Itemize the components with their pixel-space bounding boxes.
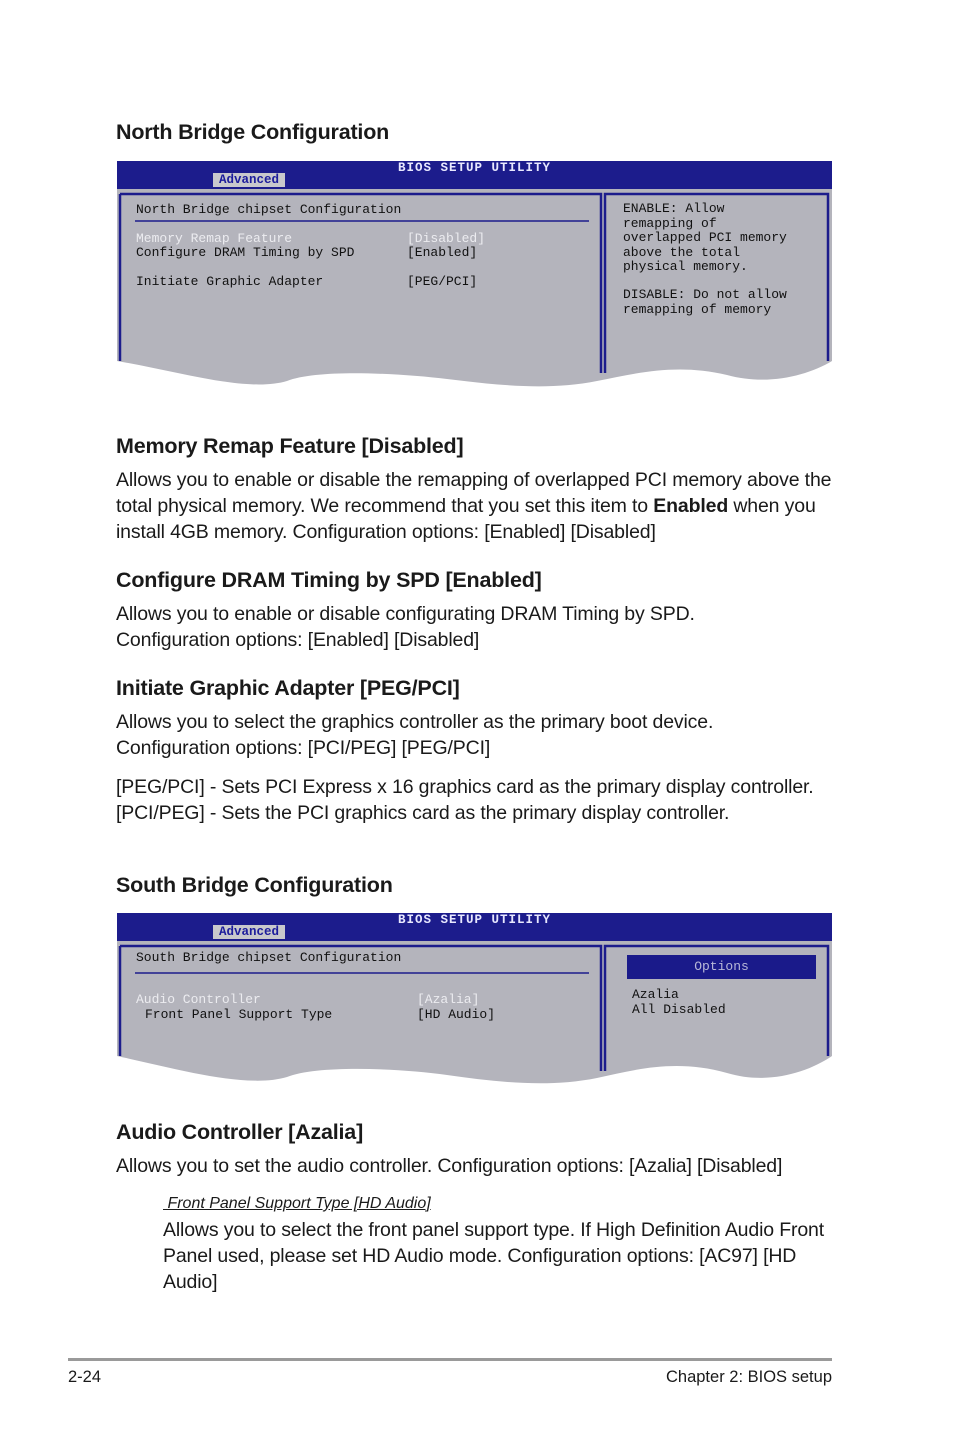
option-all-disabled[interactable]: All Disabled xyxy=(632,1001,726,1017)
memory-remap-text-a: Allows you to enable or disable the remapping of overlapped PCI memory above the total physical memory. We recommend that you set this item to xyxy=(116,469,832,517)
bios-item-front-panel-value[interactable]: [HD Audio] xyxy=(417,1007,496,1022)
help-line: remapping of xyxy=(623,215,717,231)
bios-item-audio-controller-value[interactable]: [Azalia] xyxy=(417,992,480,1007)
bios-section-title: South Bridge chipset Configuration xyxy=(136,950,402,965)
bios-item-front-panel-label[interactable]: Front Panel Support Type xyxy=(145,1007,333,1022)
bios-item-graphic-adapter-label[interactable]: Initiate Graphic Adapter xyxy=(136,274,324,289)
bios-item-memory-remap-value[interactable]: [Disabled] xyxy=(407,231,486,246)
options-header: Options xyxy=(627,955,816,979)
north-bridge-heading: North Bridge Configuration xyxy=(116,120,390,144)
tab-advanced[interactable]: Advanced xyxy=(213,173,285,187)
south-bios-screen xyxy=(117,913,832,1088)
graphic-adapter-note-2: [PCI/PEG] - Sets the PCI graphics card as the primary display controller. xyxy=(116,802,730,824)
bios-item-graphic-adapter-value[interactable]: [PEG/PCI] xyxy=(407,274,478,289)
help-line: remapping of memory xyxy=(623,301,772,317)
help-line: above the total xyxy=(623,244,741,260)
help-line: physical memory. xyxy=(623,259,748,274)
bios-title: BIOS SETUP UTILITY xyxy=(397,913,552,927)
memory-remap-heading: Memory Remap Feature [Disabled] xyxy=(116,434,464,458)
bios-title: BIOS SETUP UTILITY xyxy=(397,161,552,175)
bios-item-audio-controller-label[interactable]: Audio Controller xyxy=(136,992,261,1007)
audio-controller-heading: Audio Controller [Azalia] xyxy=(116,1120,364,1144)
bios-item-memory-remap-label[interactable]: Memory Remap Feature xyxy=(136,231,293,246)
dram-timing-heading: Configure DRAM Timing by SPD [Enabled] xyxy=(116,568,542,592)
option-azalia[interactable]: Azalia xyxy=(632,987,679,1002)
page-number: 2-24 xyxy=(68,1368,102,1386)
help-line: ENABLE: Allow xyxy=(623,201,725,216)
north-bios-screen xyxy=(117,161,832,391)
bios-item-dram-timing-value[interactable]: [Enabled] xyxy=(407,245,478,260)
front-panel-subheading: Front Panel Support Type [HD Audio] xyxy=(163,1195,431,1212)
help-line: overlapped PCI memory xyxy=(623,230,787,245)
graphic-adapter-note-1: [PEG/PCI] - Sets PCI Express x 16 graphics card as the primary display controller. xyxy=(116,776,814,798)
memory-remap-text xyxy=(116,467,846,545)
bios-section-title: North Bridge chipset Configuration xyxy=(136,202,402,217)
bios-item-dram-timing-label[interactable]: Configure DRAM Timing by SPD xyxy=(136,245,355,260)
south-bridge-heading: South Bridge Configuration xyxy=(116,873,393,897)
graphic-adapter-heading: Initiate Graphic Adapter [PEG/PCI] xyxy=(116,676,460,700)
graphic-adapter-options: Configuration options: [PCI/PEG] [PEG/PCI] xyxy=(116,737,491,759)
footer-divider xyxy=(68,1358,832,1361)
dram-timing-text: Allows you to enable or disable configurating DRAM Timing by SPD. xyxy=(116,603,695,625)
tab-advanced[interactable]: Advanced xyxy=(213,925,285,939)
dram-timing-options: Configuration options: [Enabled] [Disabled] xyxy=(116,629,480,651)
chapter-title: Chapter 2: BIOS setup xyxy=(665,1368,832,1386)
help-line: DISABLE: Do not allow xyxy=(623,287,787,302)
front-panel-text: Allows you to select the front panel support type. If High Definition Audio Front Panel used, please set HD Audio mode. Configuration options: [AC97] [HD Audio] xyxy=(163,1219,824,1293)
audio-controller-text: Allows you to set the audio controller. Configuration options: [Azalia] [Disabled] xyxy=(116,1155,783,1177)
memory-remap-bold: Enabled xyxy=(653,495,729,517)
graphic-adapter-text: Allows you to select the graphics controller as the primary boot device. xyxy=(116,711,714,733)
memory-remap-text-b: when you install 4GB memory. Configuration options: [Enabled] [Disabled] xyxy=(116,495,816,543)
